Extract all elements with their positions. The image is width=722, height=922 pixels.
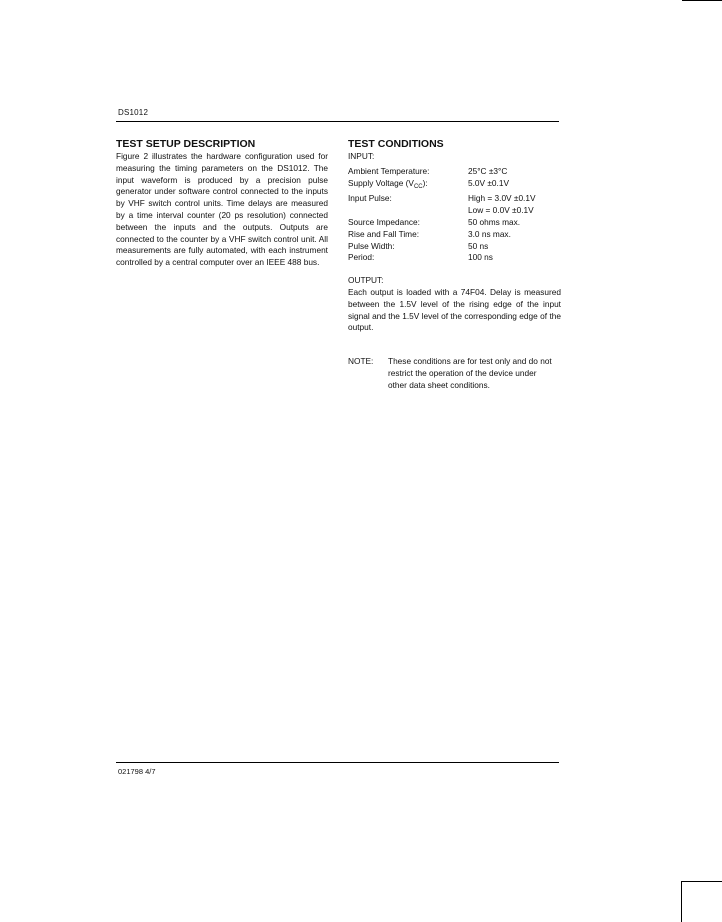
test-setup-heading: TEST SETUP DESCRIPTION [116,138,256,150]
condition-value: 50 ns [468,240,489,251]
condition-label-suffix: ): [422,177,428,188]
spacer [348,345,561,356]
condition-label: Pulse Width: [348,240,395,251]
condition-label: Ambient Temperature: [348,165,430,176]
condition-value: 5.0V ±0.1V [468,177,509,188]
condition-value: 25°C ±3°C [468,165,508,176]
condition-label [348,178,468,194]
test-conditions-heading: TEST CONDITIONS [348,138,444,150]
note-text: These conditions are for test only and do not restrict the operation of the device under other data sheet conditions. [388,356,552,390]
condition-row [348,178,561,194]
document-id: DS1012 [118,108,149,117]
output-label: OUTPUT: [348,275,384,286]
condition-label: Rise and Fall Time: [348,228,420,239]
spacer [348,334,561,345]
condition-value: 50 ohms max. [468,216,521,227]
condition-row [348,166,561,178]
test-conditions-section [348,138,561,392]
condition-row [348,229,561,241]
condition-value: 3.0 ns max. [468,228,511,239]
condition-label-prefix: Supply Voltage (V [348,177,414,188]
condition-label: Period: [348,252,375,263]
condition-label [348,205,468,217]
note-block [348,356,561,391]
condition-label-subscript: CC [413,183,423,190]
condition-label: Input Pulse: [348,193,392,204]
condition-label: Source Impedance: [348,216,420,227]
condition-value: 100 ns [468,252,493,263]
condition-row [348,241,561,253]
note-label: NOTE: [348,356,374,367]
condition-row [348,193,561,205]
footer-rule [116,762,559,763]
condition-value: Low = 0.0V ±0.1V [468,205,534,216]
spacer [348,264,561,275]
page-reference: 021798 4/7 [118,767,156,776]
condition-row [348,217,561,229]
header-rule [116,121,559,122]
test-setup-section [116,138,328,269]
crop-mark-bottom-right-horizontal [681,881,722,882]
output-description: Each output is loaded with a 74F04. Delay is measured between the 1.5V level of the rising edge of the input signal and the 1.5V level of the corresponding edge of the output. [348,286,561,333]
condition-value: High = 3.0V ±0.1V [468,193,536,204]
crop-mark-bottom-right-vertical [681,881,682,922]
conditions-table [348,166,561,264]
test-setup-body: Figure 2 illustrates the hardware configuration used for measuring the timing parameters on the DS1012. The input waveform is produced by a precision pulse generator under software control connected to the inputs by VHF switch control units. Time delays are measured by a time interval counter (20 ps resolution) connected between the inputs and the outputs. Outputs are connected to the counter by a VHF switch control unit. All measurements are fully automated, with each instrument controlled by a central computer over an IEEE 488 bus. [116,151,328,268]
condition-row [348,205,561,217]
input-label: INPUT: [348,151,375,161]
crop-mark-top-right [682,0,722,1]
condition-row [348,252,561,264]
